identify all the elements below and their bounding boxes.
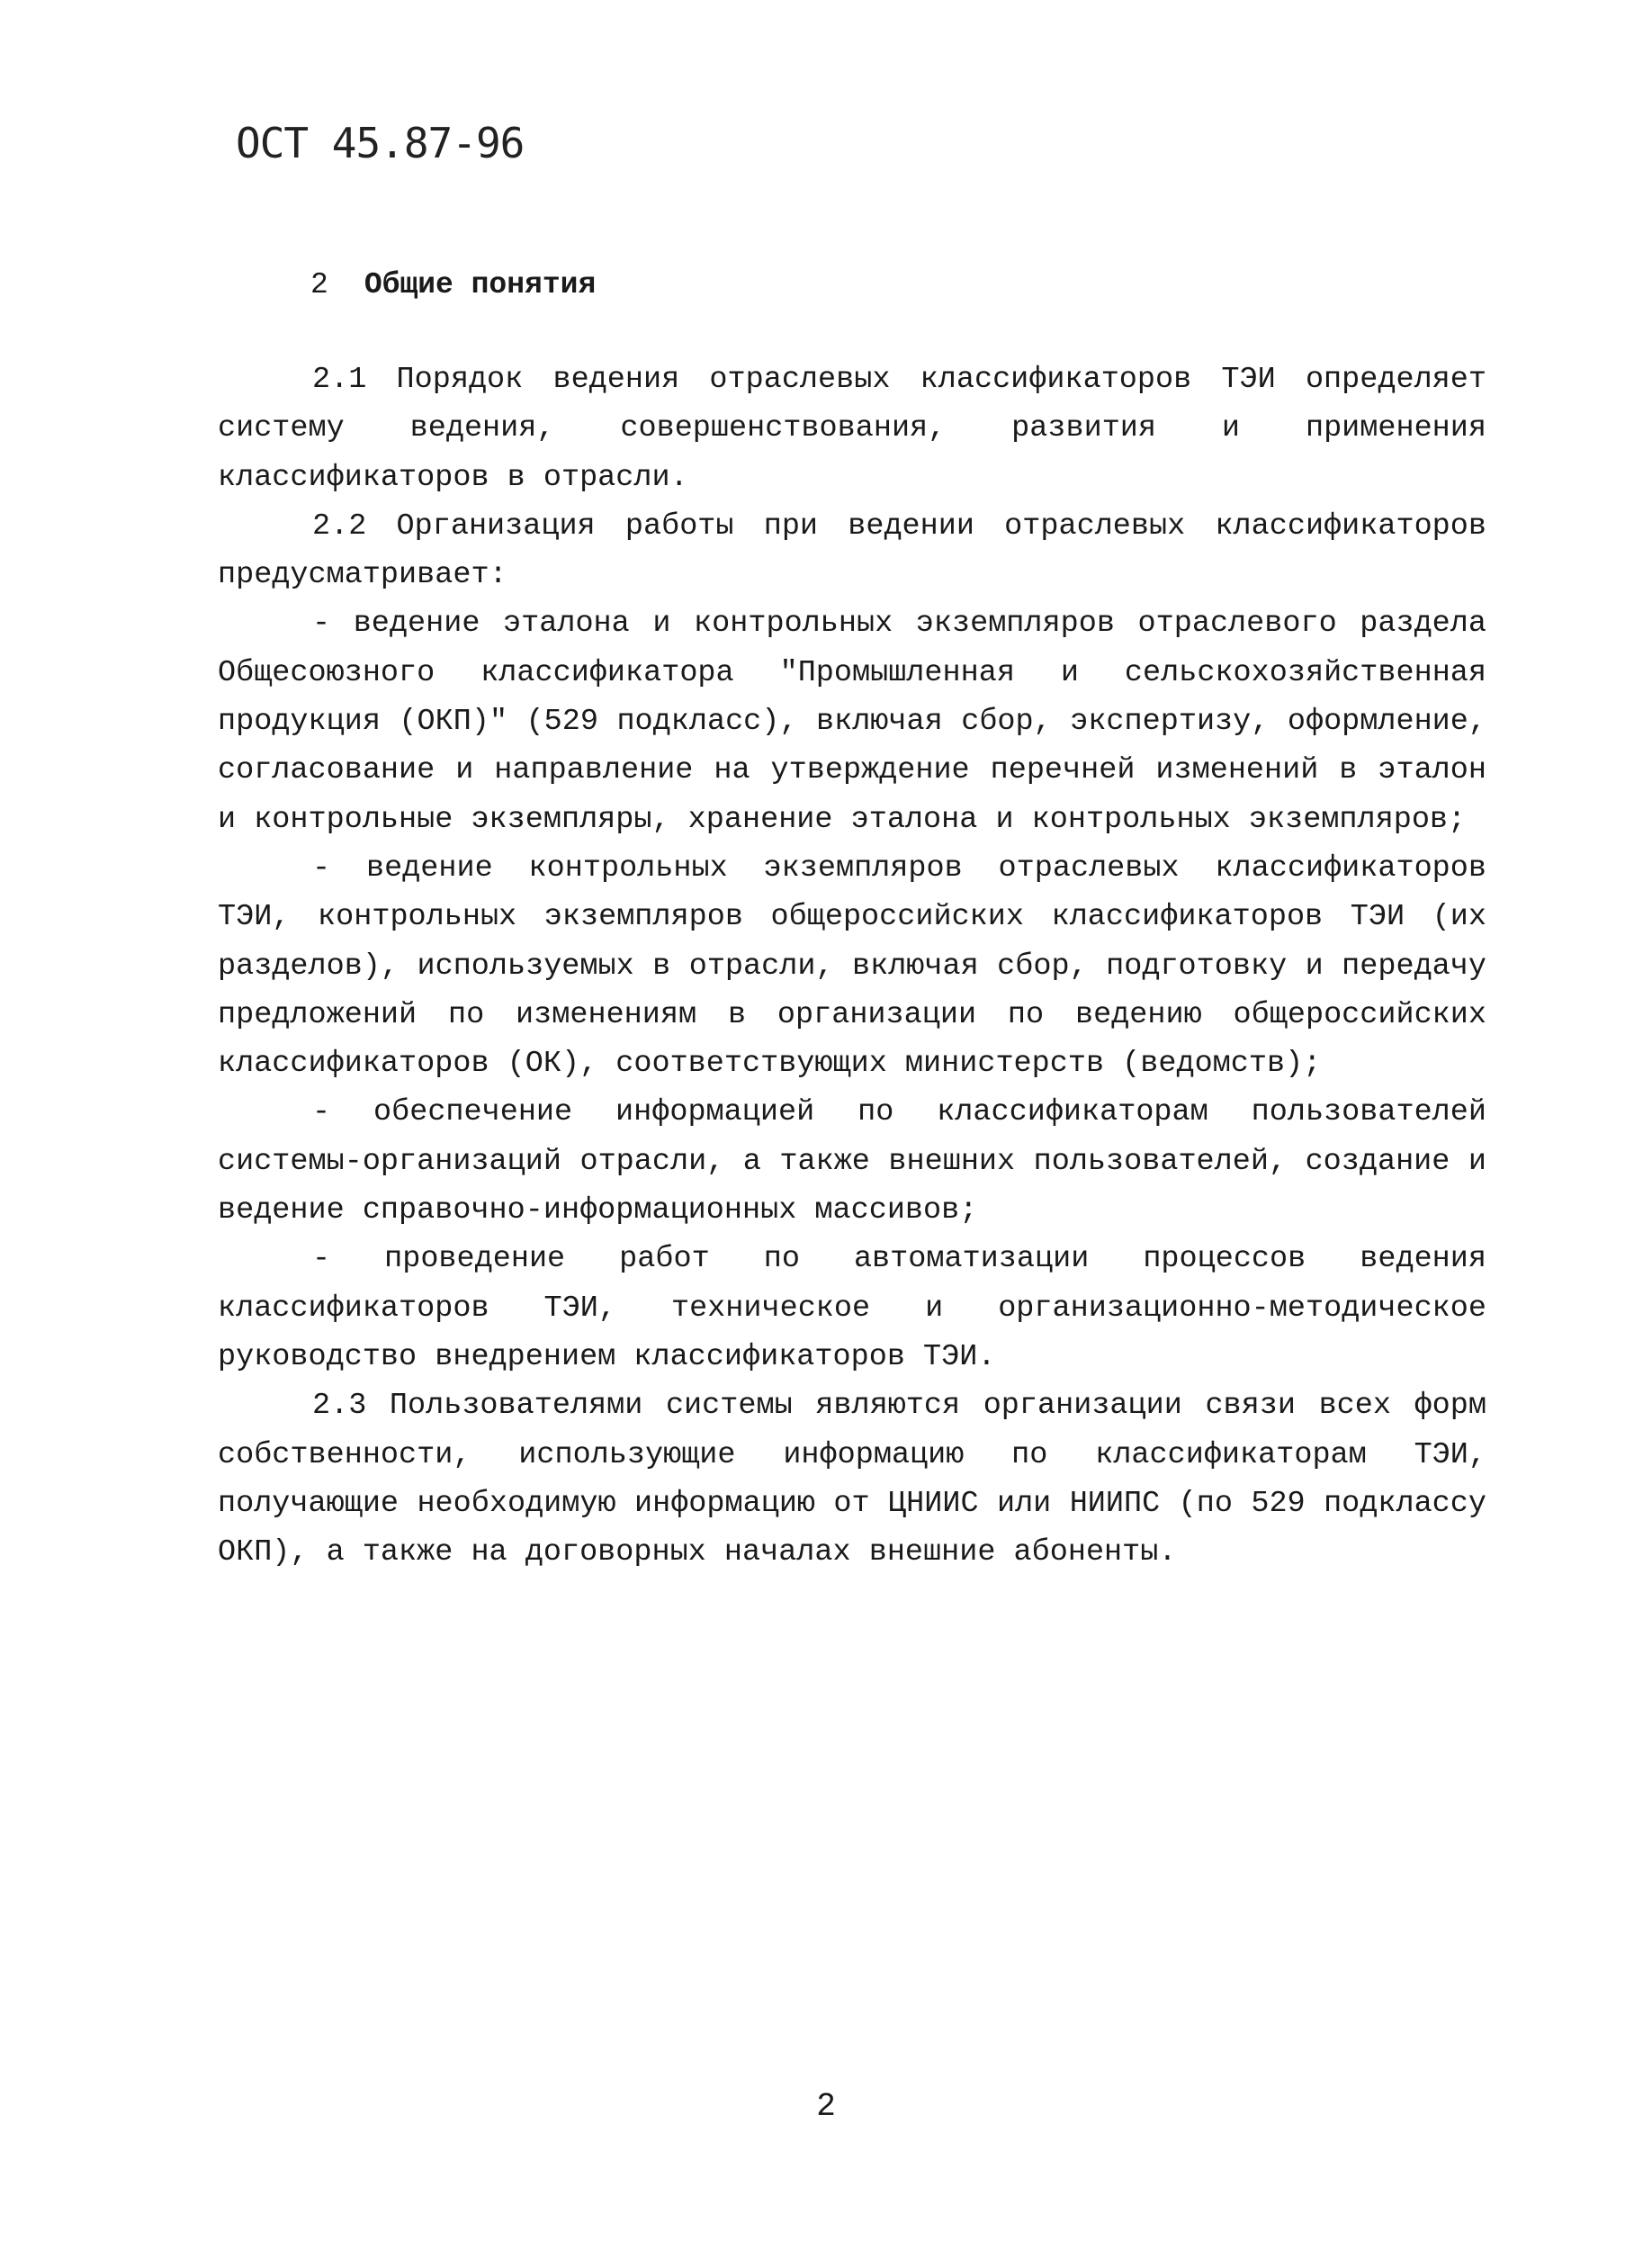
list-item: - ведение эталона и контрольных экземпляров отраслевого раздела Общесоюзного классификатора "Промышленная и сельскохозяйственная продукция (ОКП)" (529 подкласс), включая сбор, экспертизу, оформление, согласование и направление на утверждение перечней изменений в эталон и контрольные экземпляры, хранение эталона и контрольных экземпляров; [218,607,1486,837]
list-item: - проведение работ по автоматизации процессов ведения классификаторов ТЭИ, техническое и организационно-методическое руководство внедрением классификаторов ТЭИ. [218,1242,1486,1374]
paragraph-2-2: 2.2 Организация работы при ведении отраслевых классификаторов предусматривает: [218,508,1486,593]
paragraph-2-1: 2.1 Порядок ведения отраслевых классификаторов ТЭИ определяет систему ведения, совершенствования, развития и применения классификаторов в отрасли. [218,363,1486,495]
section-title: Общие понятия [364,268,597,301]
page-number: 2 [816,2088,836,2125]
list-item: - ведение контрольных экземпляров отраслевых классификаторов ТЭИ, контрольных экземпляров общероссийских классификаторов ТЭИ (их разделов), используемых в отрасли, включая сбор, подготовку и передачу предложений по изменениям в организации по ведению общероссийских классификаторов (ОК), соответствующих министерств (ведомств); [218,850,1486,1082]
paragraph-2-3: 2.3 Пользователями системы являются организации связи всех форм собственности, использующие информацию по классификаторам ТЭИ, получающие необходимую информацию от ЦНИИС или НИИПС (по 529 подклассу ОКП), а также на договорных началах внешние абоненты. [218,1389,1486,1570]
section-heading [310,268,596,301]
section-number: 2 [310,268,328,301]
document-code: ОСТ 45.87-96 [236,119,525,167]
body-text [218,355,1486,1577]
list-item: - обеспечение информацией по классификаторам пользователей системы-организаций отрасли, а также внешних пользователей, создание и ведение справочно-информационных массивов; [218,1095,1486,1228]
